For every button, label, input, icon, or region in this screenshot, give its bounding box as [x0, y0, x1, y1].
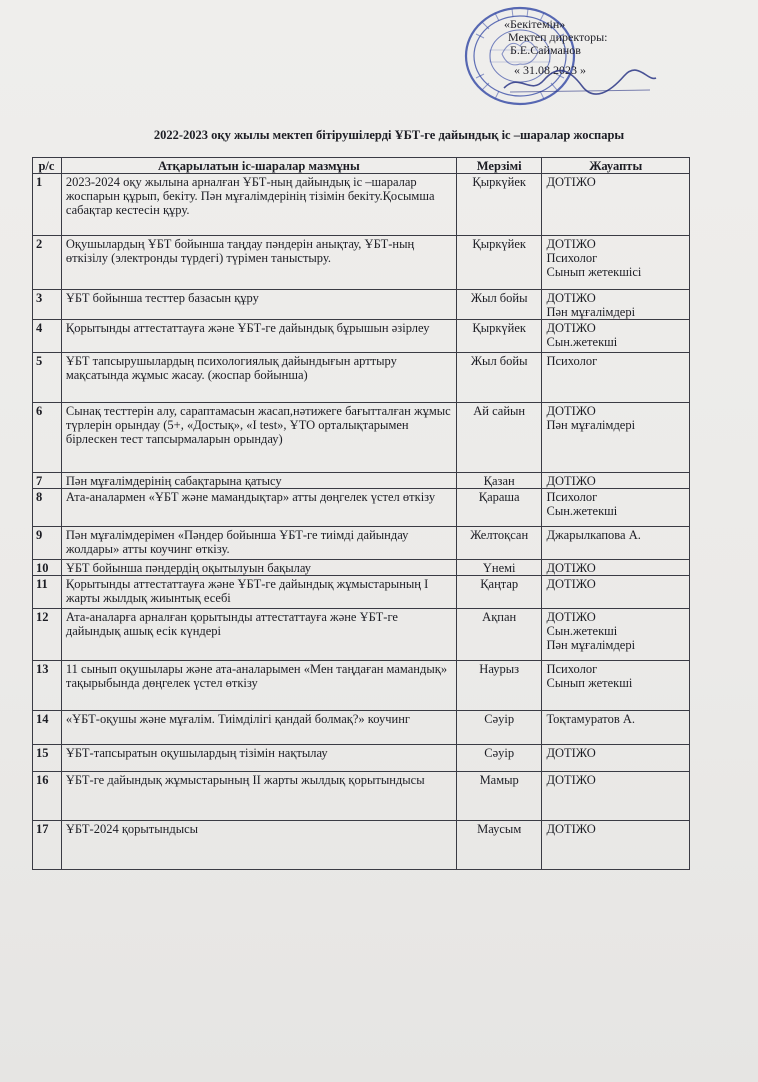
- row-responsible: [542, 661, 690, 711]
- row-responsible: [542, 745, 690, 772]
- row-content: Пән мұғалімдерінің сабақтарына қатысу: [61, 473, 456, 489]
- row-date: Сәуір: [456, 711, 542, 745]
- responsible-entry: Пән мұғалімдері: [546, 418, 636, 432]
- responsible-entry: ДОТІЖО: [546, 577, 596, 591]
- row-date: Жыл бойы: [456, 353, 542, 403]
- header-num: р/с: [33, 158, 62, 174]
- header-content: Атқарылатын іс-шаралар мазмұны: [61, 158, 456, 174]
- row-num: 14: [33, 711, 62, 745]
- responsible-entry: Джарылкапова А.: [546, 528, 641, 542]
- responsible-entry: ДОТІЖО: [546, 773, 596, 787]
- approval-heading: «Бекітемін»: [504, 17, 566, 31]
- row-responsible: [542, 576, 690, 609]
- row-content: Ата-аналарға арналған қорытынды аттестаттауға және ҰБТ-ге дайындық ашық есік күндері: [61, 609, 456, 661]
- row-num: 15: [33, 745, 62, 772]
- responsible-entry: Пән мұғалімдері: [546, 638, 636, 652]
- row-content: «ҰБТ-оқушы және мұғалім. Тиімділігі қандай болмақ?» коучинг: [61, 711, 456, 745]
- approval-position: Мектеп директоры:: [508, 30, 608, 44]
- row-responsible: [542, 353, 690, 403]
- responsible-entry: Психолог: [546, 662, 598, 676]
- responsible-entry: ДОТІЖО: [546, 822, 596, 836]
- row-num: 10: [33, 560, 62, 576]
- header-date: Мерзімі: [456, 158, 542, 174]
- table-row: [33, 290, 690, 320]
- table-row: [33, 236, 690, 290]
- responsible-entry: Сын.жетекші: [546, 335, 618, 349]
- row-date: Қыркүйек: [456, 174, 542, 236]
- row-num: 3: [33, 290, 62, 320]
- row-responsible: [542, 711, 690, 745]
- responsible-entry: ДОТІЖО: [546, 175, 596, 189]
- row-content: Сынақ тесттерін алу, сараптамасын жасап,нәтижеге бағытталған жұмыс түрлерін орындау (5+, «Достық», «I test», ҰТО орталықтарымен бірлескен тест тапсырмаларын орындау): [61, 403, 456, 473]
- table-body: [33, 174, 690, 870]
- row-content: ҰБТ тапсырушылардың психологиялық дайындығын арттыру мақсатында жұмыс жасау. (жоспар бойынша): [61, 353, 456, 403]
- row-num: 6: [33, 403, 62, 473]
- row-responsible: [542, 473, 690, 489]
- row-content: 2023-2024 оқу жылына арналған ҰБТ-ның дайындық іс –шаралар жоспарын құрып, бекіту. Пән мұғалімдерінің тізімін бекіту.Қосымша сабақтар кестесін құру.: [61, 174, 456, 236]
- row-responsible: [542, 236, 690, 290]
- approval-name: Б.Е.Сайманов: [510, 43, 581, 57]
- row-num: 4: [33, 320, 62, 353]
- table-header-row: [33, 158, 690, 174]
- row-num: 2: [33, 236, 62, 290]
- row-content: ҰБТ бойынша пәндердің оқытылуын бақылау: [61, 560, 456, 576]
- row-date: Ақпан: [456, 609, 542, 661]
- responsible-entry: Тоқтамуратов А.: [546, 712, 636, 726]
- row-content: 11 сынып оқушылары және ата-аналарымен «Мен таңдаған мамандық» тақырыбында дөңгелек үстел өткізу: [61, 661, 456, 711]
- signature-icon: [500, 62, 660, 102]
- row-responsible: [542, 527, 690, 560]
- responsible-entry: Сынып жетекшісі: [546, 265, 642, 279]
- row-content: ҰБТ-тапсыратын оқушылардың тізімін нақтылау: [61, 745, 456, 772]
- row-date: Маусым: [456, 821, 542, 870]
- header-responsible: Жауапты: [542, 158, 690, 174]
- table-row: [33, 473, 690, 489]
- row-date: Қыркүйек: [456, 236, 542, 290]
- row-responsible: [542, 821, 690, 870]
- table-row: [33, 711, 690, 745]
- row-num: 11: [33, 576, 62, 609]
- row-num: 7: [33, 473, 62, 489]
- responsible-entry: ДОТІЖО: [546, 561, 596, 575]
- row-date: Қараша: [456, 489, 542, 527]
- row-responsible: [542, 772, 690, 821]
- row-responsible: [542, 290, 690, 320]
- responsible-entry: Пән мұғалімдері: [546, 305, 636, 319]
- table-row: [33, 527, 690, 560]
- plan-table: [32, 157, 690, 870]
- row-date: Үнемі: [456, 560, 542, 576]
- row-responsible: [542, 174, 690, 236]
- row-responsible: [542, 489, 690, 527]
- row-responsible: [542, 609, 690, 661]
- responsible-entry: Психолог: [546, 490, 598, 504]
- table-row: [33, 403, 690, 473]
- responsible-entry: Сынып жетекші: [546, 676, 633, 690]
- row-content: ҰБТ-ге дайындық жұмыстарының ІІ жарты жылдық қорытындысы: [61, 772, 456, 821]
- table-row: [33, 576, 690, 609]
- table-row: [33, 353, 690, 403]
- responsible-entry: ДОТІЖО: [546, 291, 596, 305]
- row-content: ҰБТ-2024 қорытындысы: [61, 821, 456, 870]
- row-num: 17: [33, 821, 62, 870]
- row-num: 13: [33, 661, 62, 711]
- row-responsible: [542, 403, 690, 473]
- row-content: Қорытынды аттестаттауға және ҰБТ-ге дайындық бұрышын әзірлеу: [61, 320, 456, 353]
- table-row: [33, 661, 690, 711]
- responsible-entry: Сын.жетекші: [546, 624, 618, 638]
- approval-date: « 31.08.2023 »: [514, 63, 586, 77]
- row-date: Мамыр: [456, 772, 542, 821]
- row-date: Қаңтар: [456, 576, 542, 609]
- responsible-entry: Психолог: [546, 354, 598, 368]
- table-row: [33, 772, 690, 821]
- row-date: Жыл бойы: [456, 290, 542, 320]
- row-date: Ай сайын: [456, 403, 542, 473]
- row-content: Ата-аналармен «ҰБТ және мамандықтар» атты дөңгелек үстел өткізу: [61, 489, 456, 527]
- table-row: [33, 609, 690, 661]
- row-date: Қыркүйек: [456, 320, 542, 353]
- table-row: [33, 821, 690, 870]
- table-row: [33, 174, 690, 236]
- row-num: 5: [33, 353, 62, 403]
- responsible-entry: ДОТІЖО: [546, 237, 596, 251]
- row-content: ҰБТ бойынша тесттер базасын құру: [61, 290, 456, 320]
- responsible-entry: ДОТІЖО: [546, 404, 596, 418]
- row-num: 12: [33, 609, 62, 661]
- row-responsible: [542, 560, 690, 576]
- responsible-entry: Сын.жетекші: [546, 504, 618, 518]
- table-row: [33, 745, 690, 772]
- row-content: Пән мұғалімдерімен «Пәндер бойынша ҰБТ-ге тиімді дайындау жолдары» атты коучинг өткізу.: [61, 527, 456, 560]
- table-row: [33, 320, 690, 353]
- row-num: 16: [33, 772, 62, 821]
- row-date: Желтоқсан: [456, 527, 542, 560]
- responsible-entry: ДОТІЖО: [546, 610, 596, 624]
- row-content: Оқушылардың ҰБТ бойынша таңдау пәндерін анықтау, ҰБТ-ның өткізілу (электронды түрдегі) түрімен таныстыру.: [61, 236, 456, 290]
- table-row: [33, 489, 690, 527]
- responsible-entry: ДОТІЖО: [546, 474, 596, 488]
- responsible-entry: Психолог: [546, 251, 598, 265]
- row-date: Сәуір: [456, 745, 542, 772]
- row-num: 9: [33, 527, 62, 560]
- row-responsible: [542, 320, 690, 353]
- row-date: Қазан: [456, 473, 542, 489]
- row-content: Қорытынды аттестаттауға және ҰБТ-ге дайындық жұмыстарының І жарты жылдық жиынтық есебі: [61, 576, 456, 609]
- row-num: 8: [33, 489, 62, 527]
- document-title: 2022-2023 оқу жылы мектеп бітірушілерді ҰБТ-ге дайындық іс –шаралар жоспары: [153, 128, 625, 142]
- row-num: 1: [33, 174, 62, 236]
- table-row: [33, 560, 690, 576]
- row-date: Наурыз: [456, 661, 542, 711]
- responsible-entry: ДОТІЖО: [546, 321, 596, 335]
- responsible-entry: ДОТІЖО: [546, 746, 596, 760]
